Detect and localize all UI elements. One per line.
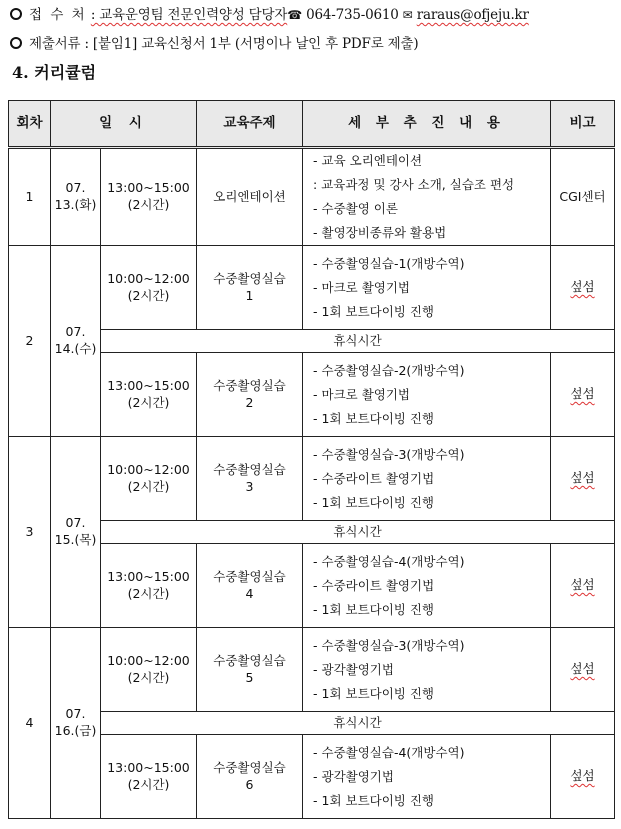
note-text: 섶섬: [570, 279, 595, 295]
topic-number: 1: [245, 287, 254, 303]
session-details: [303, 437, 551, 521]
round-number: 1: [9, 148, 51, 246]
detail-item: - 촬영장비종류와 활용법: [313, 225, 447, 240]
topic-number: 2: [245, 394, 254, 410]
date-line: 13.(화): [54, 197, 97, 212]
session-date: [51, 437, 101, 628]
topic-line: 수중촬영실습: [213, 652, 286, 668]
date-line: 07.: [65, 324, 86, 340]
detail-item: - 1회 보트다이빙 진행: [313, 303, 434, 319]
bullet-circle-icon: [10, 37, 22, 49]
contact-phone: 064-735-0610: [306, 7, 399, 23]
session-note: [551, 437, 615, 521]
session-topic: [197, 544, 303, 628]
detail-item: - 수중촬영실습-3(개방수역): [313, 637, 465, 653]
round-number: 2: [9, 246, 51, 437]
time-range: 10:00~12:00: [107, 652, 190, 668]
contact-text: : 교육운영팀 전문인력양성 담당자: [90, 7, 288, 23]
table-row: [9, 246, 615, 330]
detail-item: - 1회 보트다이빙 진행: [313, 494, 434, 510]
table-row: [9, 148, 615, 246]
session-topic: [197, 735, 303, 819]
time-duration: (2시간): [127, 478, 170, 494]
time-duration: (2시간): [127, 776, 170, 792]
session-note: [551, 544, 615, 628]
session-time: [101, 353, 197, 437]
time-range: 10:00~12:00: [107, 461, 190, 477]
documents-label: 제출서류: [29, 36, 81, 52]
break-label: 휴식시간: [101, 521, 615, 544]
contact-line: [10, 3, 529, 23]
session-time: [101, 544, 197, 628]
topic-line: 수중촬영실습: [213, 461, 286, 477]
time-range: 13:00~15:00: [107, 180, 190, 196]
date-line: 14.(수): [54, 341, 97, 356]
topic-number: 3: [245, 478, 254, 494]
session-date: [51, 628, 101, 819]
phone-icon: ☎: [287, 8, 302, 22]
session-details: [303, 735, 551, 819]
break-label: 휴식시간: [101, 712, 615, 735]
documents-text: : [붙임1] 교육신청서 1부 (서명이나 날인 후 PDF로 제출): [84, 36, 419, 52]
detail-item: - 광각촬영기법: [313, 661, 394, 677]
contact-label: 접 수 처: [29, 7, 87, 23]
detail-item: - 마크로 촬영기법: [313, 386, 410, 402]
header-round: 회차: [9, 101, 51, 148]
session-details: [303, 246, 551, 330]
session-note: [551, 246, 615, 330]
detail-item: - 1회 보트다이빙 진행: [313, 601, 434, 617]
detail-item: - 수중촬영 이론: [313, 201, 398, 216]
note-text: 섶섬: [570, 577, 595, 593]
bullet-circle-icon: [10, 8, 22, 20]
header-schedule: 일 시: [51, 101, 197, 148]
session-time: [101, 628, 197, 712]
topic-number: 5: [245, 669, 254, 685]
detail-item: - 마크로 촬영기법: [313, 279, 410, 295]
detail-item: - 1회 보트다이빙 진행: [313, 792, 434, 808]
detail-item: - 교육 오리엔테이션: [313, 153, 423, 168]
detail-item: - 1회 보트다이빙 진행: [313, 685, 434, 701]
time-range: 13:00~15:00: [107, 377, 190, 393]
session-details: [303, 148, 551, 246]
detail-item: - 수중촬영실습-2(개방수역): [313, 362, 465, 378]
topic-number: 4: [245, 585, 254, 601]
time-duration: (2시간): [127, 197, 170, 212]
table-header-row: [9, 101, 615, 148]
session-topic: [197, 437, 303, 521]
note-text: CGI센터: [559, 188, 606, 204]
round-number: 4: [9, 628, 51, 819]
topic-line: 수중촬영실습: [213, 270, 286, 286]
detail-item: : 교육과정 및 강사 소개, 실습조 편성: [313, 177, 515, 192]
time-duration: (2시간): [127, 669, 170, 685]
note-text: 섶섬: [570, 470, 595, 486]
curriculum-table: [8, 100, 615, 819]
time-range: 10:00~12:00: [107, 270, 190, 286]
session-topic: [197, 353, 303, 437]
session-date: [51, 246, 101, 437]
note-text: 섶섬: [570, 661, 595, 677]
time-range: 13:00~15:00: [107, 568, 190, 584]
envelope-icon: ✉: [402, 8, 413, 22]
session-topic: [197, 628, 303, 712]
time-duration: (2시간): [127, 287, 170, 303]
header-note: 비고: [551, 101, 615, 148]
date-line: 07.: [65, 180, 86, 196]
date-line: 15.(목): [54, 532, 97, 547]
detail-item: - 수중라이트 촬영기법: [313, 577, 435, 593]
detail-item: - 수중촬영실습-1(개방수역): [313, 255, 465, 271]
session-note: [551, 353, 615, 437]
session-details: [303, 544, 551, 628]
topic-line: 수중촬영실습: [213, 377, 286, 393]
header-details: 세 부 추 진 내 용: [303, 101, 551, 148]
time-duration: (2시간): [127, 585, 170, 601]
table-row: [9, 437, 615, 521]
detail-item: - 수중촬영실습-4(개방수역): [313, 553, 465, 569]
detail-item: - 수중촬영실습-3(개방수역): [313, 446, 465, 462]
detail-item: - 1회 보트다이빙 진행: [313, 410, 434, 426]
table-row: [9, 628, 615, 712]
detail-item: - 수중라이트 촬영기법: [313, 470, 435, 486]
topic-line: 수중촬영실습: [213, 568, 286, 584]
session-details: [303, 628, 551, 712]
contact-email[interactable]: raraus@ofjeju.kr: [416, 7, 529, 23]
time-duration: (2시간): [127, 394, 170, 410]
session-time: [101, 437, 197, 521]
time-range: 13:00~15:00: [107, 759, 190, 775]
session-topic: [197, 246, 303, 330]
detail-item: - 광각촬영기법: [313, 768, 394, 784]
header-topic: 교육주제: [197, 101, 303, 148]
session-note: [551, 628, 615, 712]
session-time: [101, 148, 197, 246]
session-details: [303, 353, 551, 437]
session-date: [51, 148, 101, 246]
topic-line: 수중촬영실습: [213, 759, 286, 775]
session-time: [101, 735, 197, 819]
documents-line: [10, 32, 418, 52]
note-text: 섶섬: [570, 768, 595, 784]
note-text: 섶섬: [570, 386, 595, 402]
session-note: [551, 735, 615, 819]
round-number: 3: [9, 437, 51, 628]
session-note: [551, 148, 615, 246]
topic-line: 오리엔테이션: [213, 188, 286, 204]
session-time: [101, 246, 197, 330]
date-line: 07.: [65, 515, 86, 531]
date-line: 07.: [65, 706, 86, 722]
detail-item: - 수중촬영실습-4(개방수역): [313, 744, 465, 760]
date-line: 16.(금): [54, 723, 97, 738]
session-topic: [197, 148, 303, 246]
section-title: 4. 커리큘럼: [12, 63, 97, 82]
break-label: 휴식시간: [101, 330, 615, 353]
topic-number: 6: [245, 776, 254, 792]
